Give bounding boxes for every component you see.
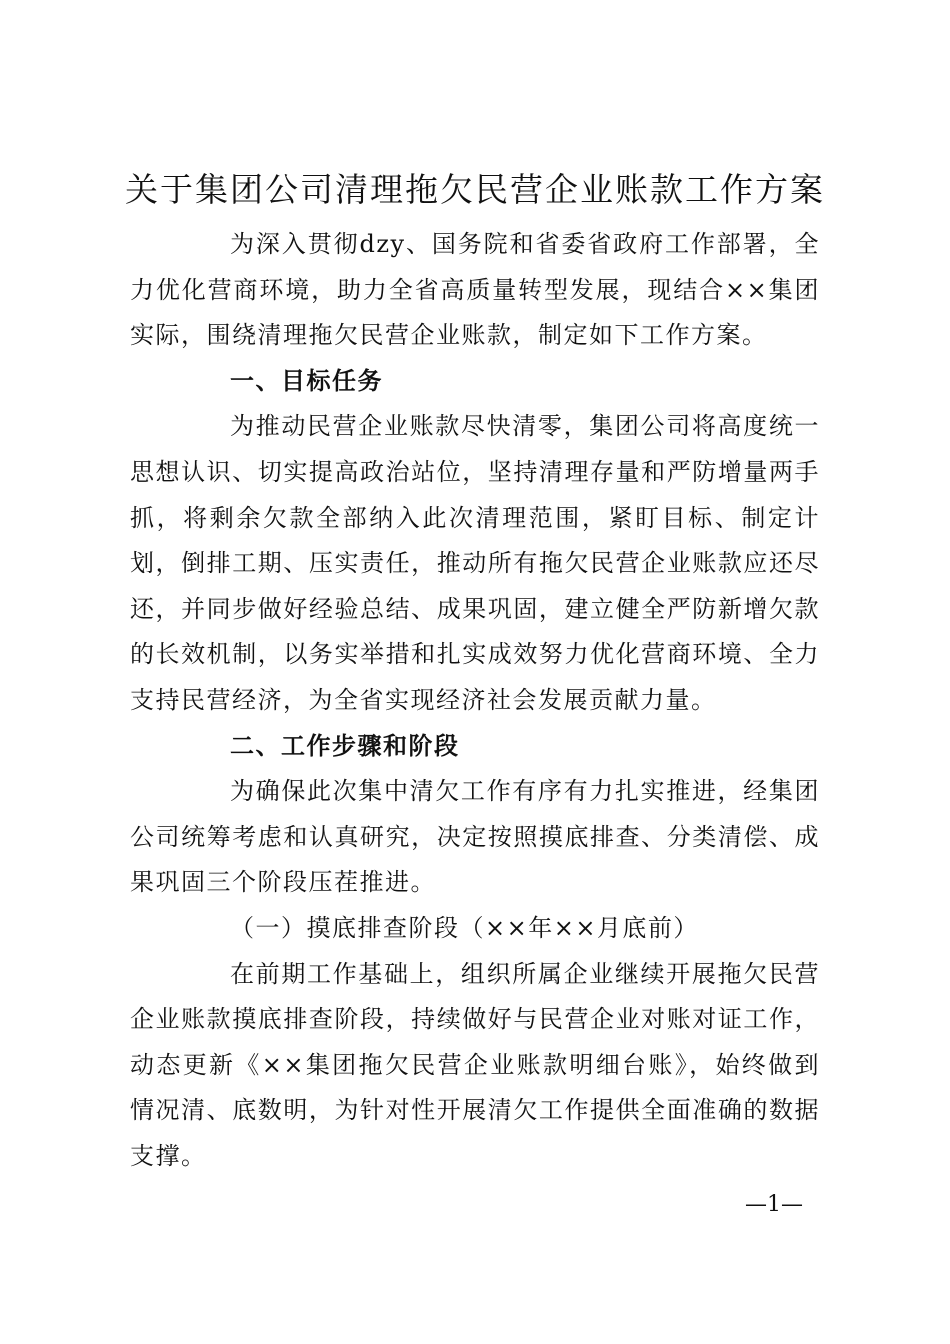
steps-paragraph: 为确保此次集中清欠工作有序有力扎实推进，经集团公司统筹考虑和认真研究，决定按照摸底排查、分类清偿、成果巩固三个阶段压茬推进。 [130,777,820,897]
document-body [130,222,820,1179]
section-heading-goals: 一、目标任务 [230,366,383,395]
subsection-heading-survey: （一）摸底排查阶段（××年××月底前） [230,913,699,942]
intro-paragraph: 为深入贯彻dzy、国务院和省委省政府工作部署，全力优化营商环境，助力全省高质量转型发展，现结合××集团实际，围绕清理拖欠民营企业账款，制定如下工作方案。 [130,230,820,350]
section-heading-steps: 二、工作步骤和阶段 [230,731,460,760]
document-title: 关于集团公司清理拖欠民营企业账款工作方案 [125,170,825,209]
goals-paragraph: 为推动民营企业账款尽快清零，集团公司将高度统一思想认识、切实提高政治站位，坚持清理存量和严防增量两手抓，将剩余欠款全部纳入此次清理范围，紧盯目标、制定计划，倒排工期、压实责任，推动所有拖欠民营企业账款应还尽还，并同步做好经验总结、成果巩固，建立健全严防新增欠款的长效机制，以务实举措和扎实成效努力优化营商环境、全力支持民营经济，为全省实现经济社会发展贡献力量。 [130,412,820,714]
survey-paragraph: 在前期工作基础上，组织所属企业继续开展拖欠民营企业账款摸底排查阶段，持续做好与民营企业对账对证工作，动态更新《××集团拖欠民营企业账款明细台账》，始终做到情况清、底数明，为针对性开展清欠工作提供全面准确的数据支撑。 [130,959,820,1170]
page-number: —1— [745,1192,803,1217]
